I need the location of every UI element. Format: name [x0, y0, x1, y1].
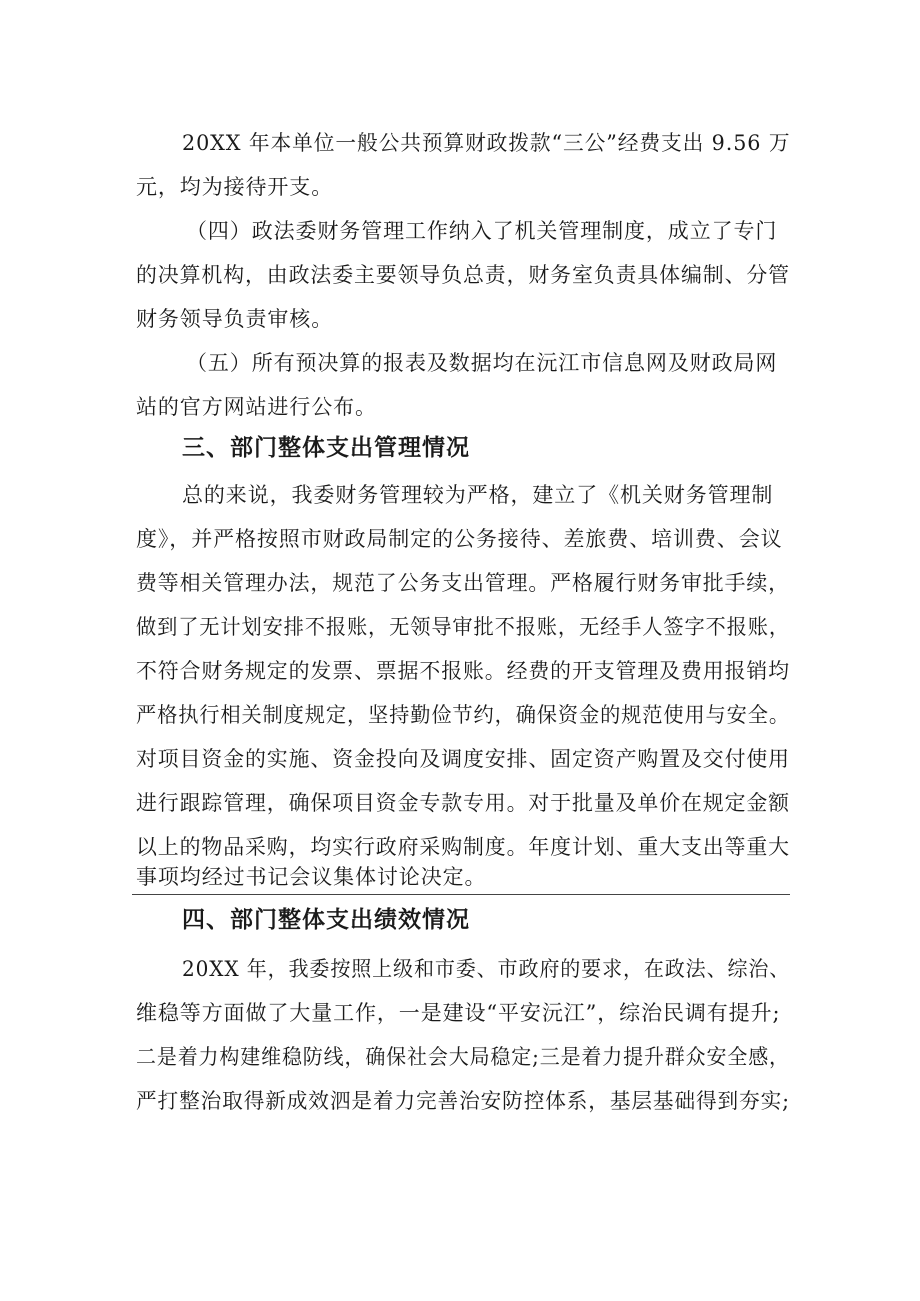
paragraph-line: 度》，并严格按照市财政局制定的公务接待、差旅费、培训费、会议	[136, 527, 783, 551]
paragraph-line: 不符合财务规定的发票、票据不报账。经费的开支管理及费用报销均	[136, 659, 790, 683]
paragraph-line: 做到了无计划安排不报账，无领导审批不报账，无经手人签字不报账，	[136, 615, 790, 639]
paragraph-line: 20XX 年，我委按照上级和市委、市政府的要求，在政法、综治、	[182, 957, 791, 981]
paragraph-line: 对项目资金的实施、资金投向及调度安排、固定资产购置及交付使用	[136, 747, 790, 771]
paragraph-line: 维稳等方面做了大量工作，一是建设“平安沅江”，综治民调有提升;	[136, 1001, 781, 1025]
paragraph-line: 总的来说，我委财务管理较为严格，建立了《机关财务管理制	[182, 483, 774, 507]
horizontal-rule	[132, 894, 790, 895]
paragraph-line: 20XX 年本单位一般公共预算财政拨款“三公”经费支出 9.56 万	[182, 131, 791, 155]
paragraph-line: 元，均为接待开支。	[136, 175, 334, 199]
paragraph-line: （五）所有预决算的报表及数据均在沅江市信息网及财政局网	[186, 351, 778, 375]
section-heading: 三、部门整体支出管理情况	[182, 435, 470, 461]
paragraph-line: 财务领导负责审核。	[136, 307, 334, 331]
paragraph-line: 费等相关管理办法，规范了公务支出管理。严格履行财务审批手续，	[136, 571, 790, 595]
paragraph-line: 的决算机构，由政法委主要领导负总责，财务室负责具体编制、分管	[136, 263, 790, 287]
paragraph-line: 严格执行相关制度规定，坚持勤俭节约，确保资金的规范使用与安全。	[136, 703, 790, 727]
paragraph-line: 站的官方网站进行公布。	[136, 395, 377, 419]
paragraph-line: 事项均经过书记会议集体讨论决定。	[136, 865, 487, 889]
paragraph-line: （四）政法委财务管理工作纳入了机关管理制度，成立了专门	[186, 219, 778, 243]
paragraph-line: 严打整治取得新成效泗是着力完善治安防控体系，基层基础得到夯实;	[136, 1089, 791, 1113]
paragraph-line: 以上的物品采购，均实行政府采购制度。年度计划、重大支出等重大	[136, 835, 790, 859]
section-heading: 四、部门整体支出绩效情况	[182, 907, 470, 933]
paragraph-line: 进行跟踪管理，确保项目资金专款专用。对于批量及单价在规定金额	[136, 791, 790, 815]
paragraph-line: 二是着力构建维稳防线，确保社会大局稳定;三是着力提升群众安全感，	[136, 1045, 790, 1069]
